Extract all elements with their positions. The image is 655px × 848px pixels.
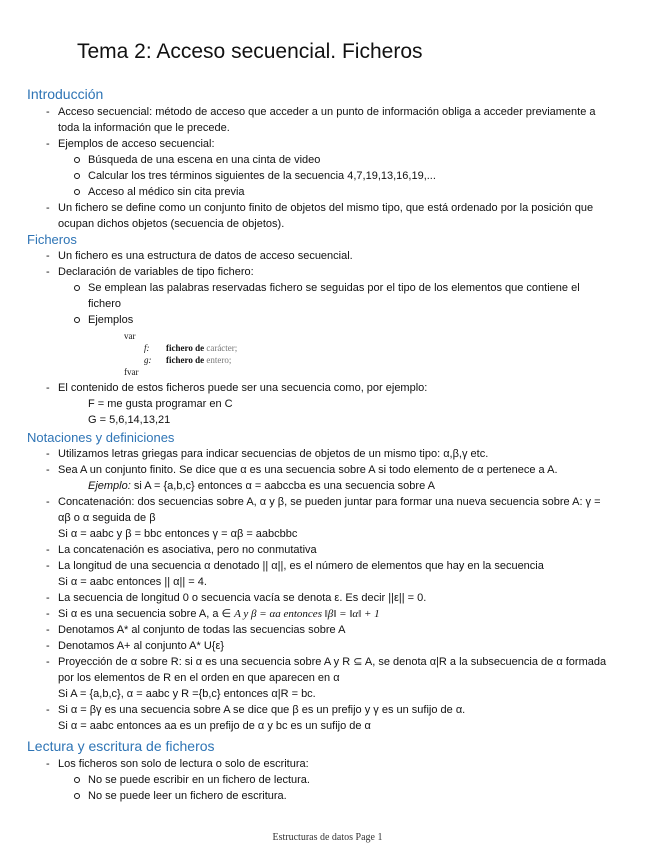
sub-item: Se emplean las palabras reservadas fichero se seguidas por el tipo de los elementos que contiene el fichero — [58, 280, 609, 312]
list-item-text: La longitud de una secuencia α denotado || α||, es el número de elementos que hay en la secuencia — [58, 560, 544, 572]
list-item-text: Ejemplos de acceso secuencial: — [58, 138, 215, 150]
list-item-text: El contenido de estos ficheros puede ser una secuencia como, por ejemplo: — [58, 382, 428, 394]
sublist — [58, 772, 604, 804]
page-title: Tema 2: Acceso secuencial. Ficheros — [77, 40, 423, 63]
example-f: F = me gusta programar en C — [88, 398, 233, 410]
example-text: si A = {a,b,c} entonces α = aabccba es una secuencia sobre A — [130, 480, 435, 492]
list-item — [44, 264, 609, 378]
list-item: - Denotamos A+ al conjunto A* U{ε} — [44, 638, 614, 654]
list-item — [44, 756, 604, 804]
heading-lectura: Lectura y escritura de ficheros — [27, 738, 215, 754]
code-example — [124, 330, 609, 378]
list-item — [44, 702, 614, 734]
code-var-name: g: — [144, 355, 152, 365]
code-keyword: fichero de — [166, 343, 205, 353]
list-item: - Acceso secuencial: método de acceso que acceder a un punto de información obliga a acceder previamente a toda la información que le precede. — [44, 104, 604, 136]
sublist — [58, 152, 604, 200]
list-item: - La secuencia de longitud 0 o secuencia vacía se denota ε. Es decir ||ε|| = 0. — [44, 590, 614, 606]
list-item — [44, 462, 614, 494]
list-item — [44, 380, 609, 428]
example-line — [58, 478, 614, 494]
list-item: - Un fichero es una estructura de datos de acceso secuencial. — [44, 248, 609, 264]
page-footer: Estructuras de datos Page 1 — [272, 832, 383, 843]
sub-item: Ejemplos — [58, 312, 609, 328]
list-item — [44, 136, 604, 200]
list-item-text: Declaración de variables de tipo fichero: — [58, 266, 254, 278]
example-line: Si A = {a,b,c}, α = aabc y R ={b,c} entonces α|R = bc. — [58, 688, 316, 700]
list-item: - Denotamos A* al conjunto de todas las secuencias sobre A — [44, 622, 614, 638]
example-line: Si α = aabc y β = bbc entonces γ = αβ = aabcbbc — [58, 528, 298, 540]
sub-item: Acceso al médico sin cita previa — [58, 184, 604, 200]
list-item — [44, 494, 614, 542]
list-item: - Un fichero se define como un conjunto finito de objetos del mismo tipo, que está ordenado por la posición que ocupan dichos objetos (secuencia de objetos). — [44, 200, 604, 232]
list-item — [44, 558, 614, 590]
list-item-text: Si α = βγ es una secuencia sobre A se dice que β es un prefijo y γ es un sufijo de α. — [58, 704, 466, 716]
list-item — [44, 606, 614, 622]
list-item-text: Concatenación: dos secuencias sobre A, α y β, se pueden juntar para formar una nueva secuencia sobre A: γ = αβ o α seguida de β — [58, 496, 601, 524]
code-var-name: f: — [144, 343, 150, 353]
heading-introduccion: Introducción — [27, 86, 104, 102]
sub-item: No se puede escribir en un fichero de lectura. — [58, 772, 604, 788]
list-item-text: Los ficheros son solo de lectura o solo de escritura: — [58, 758, 309, 770]
sub-item: Calcular los tres términos siguientes de la secuencia 4,7,19,13,16,19,... — [58, 168, 604, 184]
example-label: Ejemplo: — [88, 480, 131, 492]
example-g: G = 5,6,14,13,21 — [88, 414, 171, 426]
list-item-text: Proyección de α sobre R: si α es una secuencia sobre A y R ⊆ A, se denota α|R a la subsecuencia de α formada por los elementos de R en el orden en que aparecen en α — [58, 656, 607, 684]
code-var: var — [124, 331, 136, 341]
list-item — [44, 654, 614, 702]
intro-list — [44, 104, 604, 232]
list-item-text: Sea A un conjunto finito. Se dice que α es una secuencia sobre A si todo elemento de α pertenece a A. — [58, 464, 558, 476]
list-item: - Utilizamos letras griegas para indicar secuencias de objetos de un mismo tipo: α,β,γ etc. — [44, 446, 614, 462]
code-type: carácter; — [206, 343, 238, 353]
example-line: Si α = aabc entonces || α|| = 4. — [58, 576, 207, 588]
code-line-g — [124, 354, 609, 366]
code-keyword: fichero de — [166, 355, 205, 365]
code-line-f — [124, 342, 609, 354]
lectura-list — [44, 756, 604, 804]
heading-notaciones: Notaciones y definiciones — [27, 430, 175, 445]
code-type: entero; — [206, 355, 232, 365]
heading-ficheros: Ficheros — [27, 232, 77, 247]
sub-item: Búsqueda de una escena en una cinta de video — [58, 152, 604, 168]
example-line: Si α = aabc entonces aa es un prefijo de α y bc es un sufijo de α — [58, 720, 371, 732]
notaciones-list — [44, 446, 614, 734]
sub-item: No se puede leer un fichero de escritura. — [58, 788, 604, 804]
sublist — [58, 280, 609, 328]
list-item-text: Si α es una secuencia sobre A, a ∈ — [58, 608, 235, 620]
list-item: - La concatenación es asociativa, pero no conmutativa — [44, 542, 614, 558]
math-formula: A y β = αa entonces ‖β‖ = ‖α‖ + 1 — [234, 608, 380, 620]
code-fvar: fvar — [124, 367, 139, 377]
ficheros-list — [44, 248, 609, 428]
